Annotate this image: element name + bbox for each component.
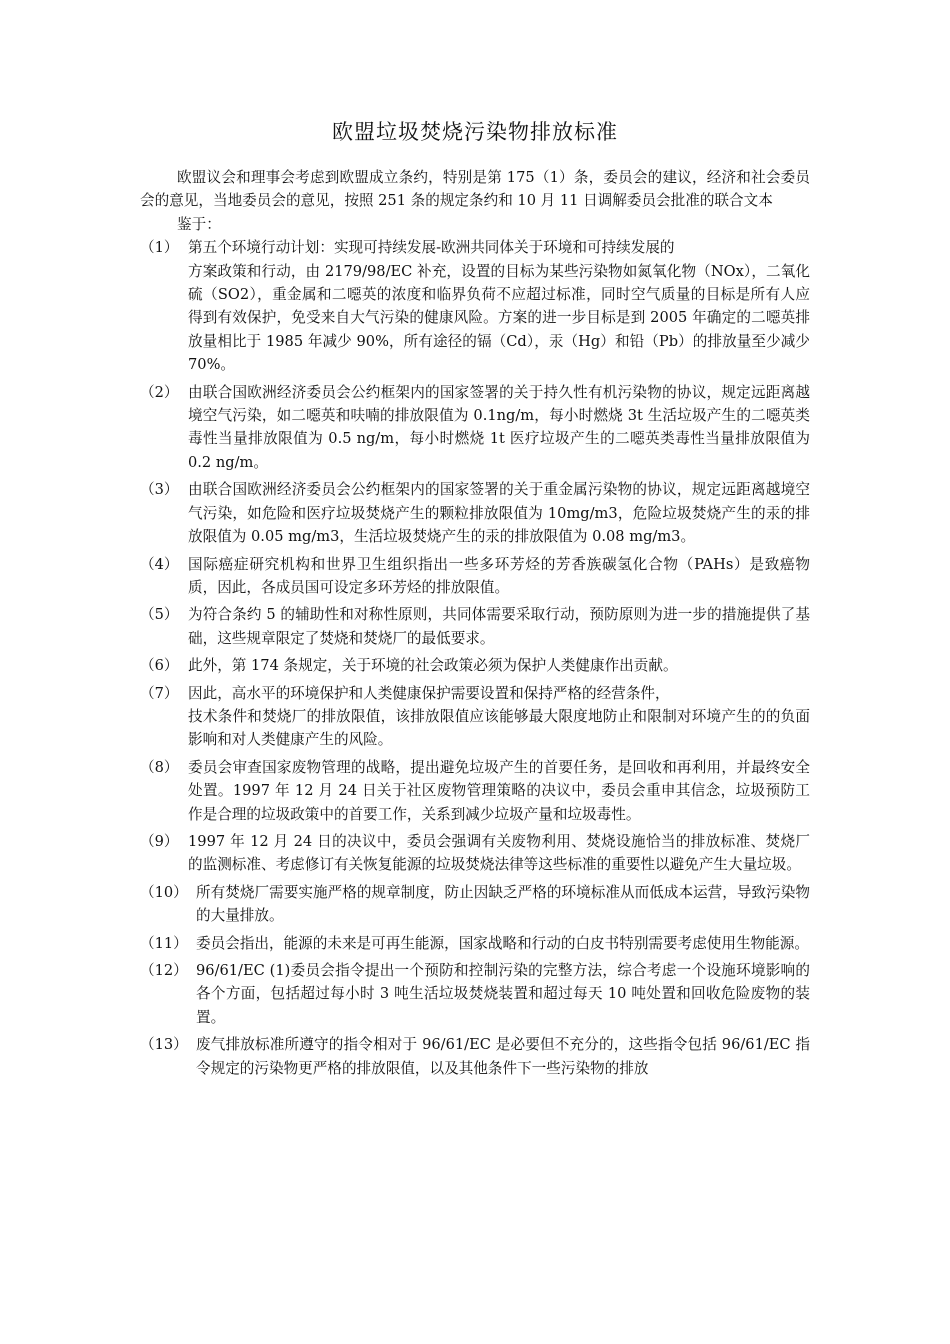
clause-first-line: 因此，高水平的环境保护和人类健康保护需要设置和保持严格的经营条件， — [188, 684, 670, 702]
clause-13 — [140, 1033, 810, 1080]
clause-12 — [140, 959, 810, 1029]
clause-number: （2） — [140, 383, 179, 401]
clause-3 — [140, 478, 810, 548]
clause-11 — [140, 932, 810, 955]
clause-10 — [140, 881, 810, 928]
clause-number: （4） — [140, 555, 179, 573]
clause-number: （1） — [140, 239, 179, 257]
clause-text: 方案政策和行动，由 2179/98/EC 补充，设置的目标为某些污染物如氮氧化物（NOx），二氧化硫（SO2），重金属和二噁英的浓度和临界负荷不应超过标准，同时空气质量的目标是所有人应得到有效保护，免受来自大气污染的健康风险。方案的进一步目标是到 2005 年确定的二噁英排放量相比于 1985 年减少 90%，所有途径的镉（Cd），汞（Hg）和铅（Pb）的排放量至少减少 70%。 — [188, 262, 810, 374]
clause-number: （10） — [140, 883, 188, 901]
clause-1 — [140, 236, 810, 376]
clause-5 — [140, 603, 810, 650]
document-body — [140, 166, 810, 1084]
clause-number: （11） — [140, 934, 188, 952]
clause-number: （3） — [140, 481, 179, 499]
clause-text: 所有焚烧厂需要实施严格的规章制度，防止因缺乏严格的环境标准从而低成本运营，导致污染物的大量排放。 — [196, 883, 810, 925]
clause-number: （6） — [140, 657, 179, 675]
clause-text: 96/61/EC (1)委员会指令提出一个预防和控制污染的完整方法，综合考虑一个设施环境影响的各个方面，包括超过每小时 3 吨生活垃圾焚烧装置和超过每天 10 吨处置和回收危险废物的装置。 — [196, 962, 810, 1026]
considering-label: 鉴于： — [177, 215, 221, 233]
clause-first-line: 第五个环境行动计划：实现可持续发展-欧洲共同体关于环境和可持续发展的 — [188, 239, 675, 257]
clause-number: （5） — [140, 606, 179, 624]
clause-text: 委员会指出，能源的未来是可再生能源，国家战略和行动的白皮书特别需要考虑使用生物能源。 — [196, 934, 809, 952]
clause-4 — [140, 553, 810, 600]
clause-7 — [140, 682, 810, 752]
clause-number: （12） — [140, 962, 188, 979]
clause-number: （9） — [140, 832, 179, 850]
clause-text: 此外，第 174 条规定，关于环境的社会政策必须为保护人类健康作出贡献。 — [188, 657, 678, 675]
clause-8 — [140, 756, 810, 826]
clause-text: 1997 年 12 月 24 日的决议中，委员会强调有关废物利用、焚烧设施恰当的排放标准、焚烧厂的监测标准、考虑修订有关恢复能源的垃圾焚烧法律等这些标准的重要性以避免产生大量垃圾。 — [188, 832, 810, 874]
clause-9 — [140, 830, 810, 877]
clause-number: （7） — [140, 684, 179, 702]
clause-text: 为符合条约 5 的辅助性和对称性原则，共同体需要采取行动，预防原则为进一步的措施提供了基础，这些规章限定了焚烧和焚烧厂的最低要求。 — [188, 606, 810, 647]
document-title: 欧盟垃圾焚烧污染物排放标准 — [332, 120, 618, 144]
clause-number: （8） — [140, 758, 179, 776]
intro-paragraph: 欧盟议会和理事会考虑到欧盟成立条约，特别是第 175（1）条，委员会的建议，经济和社会委员会的意见，当地委员会的意见，按照 251 条的规定条约和 10 月 11 日调解委员会批准的联合文本 — [140, 169, 810, 210]
clause-text: 由联合国欧洲经济委员会公约框架内的国家签署的关于重金属污染物的协议，规定远距离越境空气污染，如危险和医疗垃圾焚烧产生的颗粒排放限值为 10mg/m3，危险垃圾焚烧产生的汞的排放限值为 0.05 mg/m3，生活垃圾焚烧产生的汞的排放限值为 0.08 mg/m3。 — [188, 481, 810, 546]
clause-number: （13） — [140, 1036, 188, 1054]
clause-2 — [140, 381, 810, 475]
clause-6 — [140, 654, 810, 677]
clause-text: 技术条件和焚烧厂的排放限值，该排放限值应该能够最大限度地防止和限制对环境产生的的负面影响和对人类健康产生的风险。 — [188, 707, 810, 749]
clause-text: 废气排放标准所遵守的指令相对于 96/61/EC 是必要但不充分的，这些指令包括 96/61/EC 指令规定的污染物更严格的排放限值，以及其他条件下一些污染物的排放 — [196, 1036, 810, 1077]
clause-text: 由联合国欧洲经济委员会公约框架内的国家签署的关于持久性有机污染物的协议，规定远距离越境空气污染，如二噁英和呋喃的排放限值为 0.1ng/m，每小时燃烧 3t 生活垃圾产生的二噁英类毒性当量排放限值为 0.5 ng/m，每小时燃烧 1t 医疗垃圾产生的二噁英类毒性当量排放限值为 0.2 ng/m。 — [188, 383, 810, 471]
clause-text: 国际癌症研究机构和世界卫生组织指出一些多环芳烃的芳香族碳氢化合物（PAHs）是致癌物质，因此，各成员国可设定多环芳烃的排放限值。 — [188, 555, 810, 596]
clause-text: 委员会审查国家废物管理的战略，提出避免垃圾产生的首要任务，是回收和再利用，并最终安全处置。1997 年 12 月 24 日关于社区废物管理策略的决议中，委员会重申其信念，垃圾预防工作是合理的垃圾政策中的首要工作，关系到减少垃圾产量和垃圾毒性。 — [188, 758, 810, 823]
